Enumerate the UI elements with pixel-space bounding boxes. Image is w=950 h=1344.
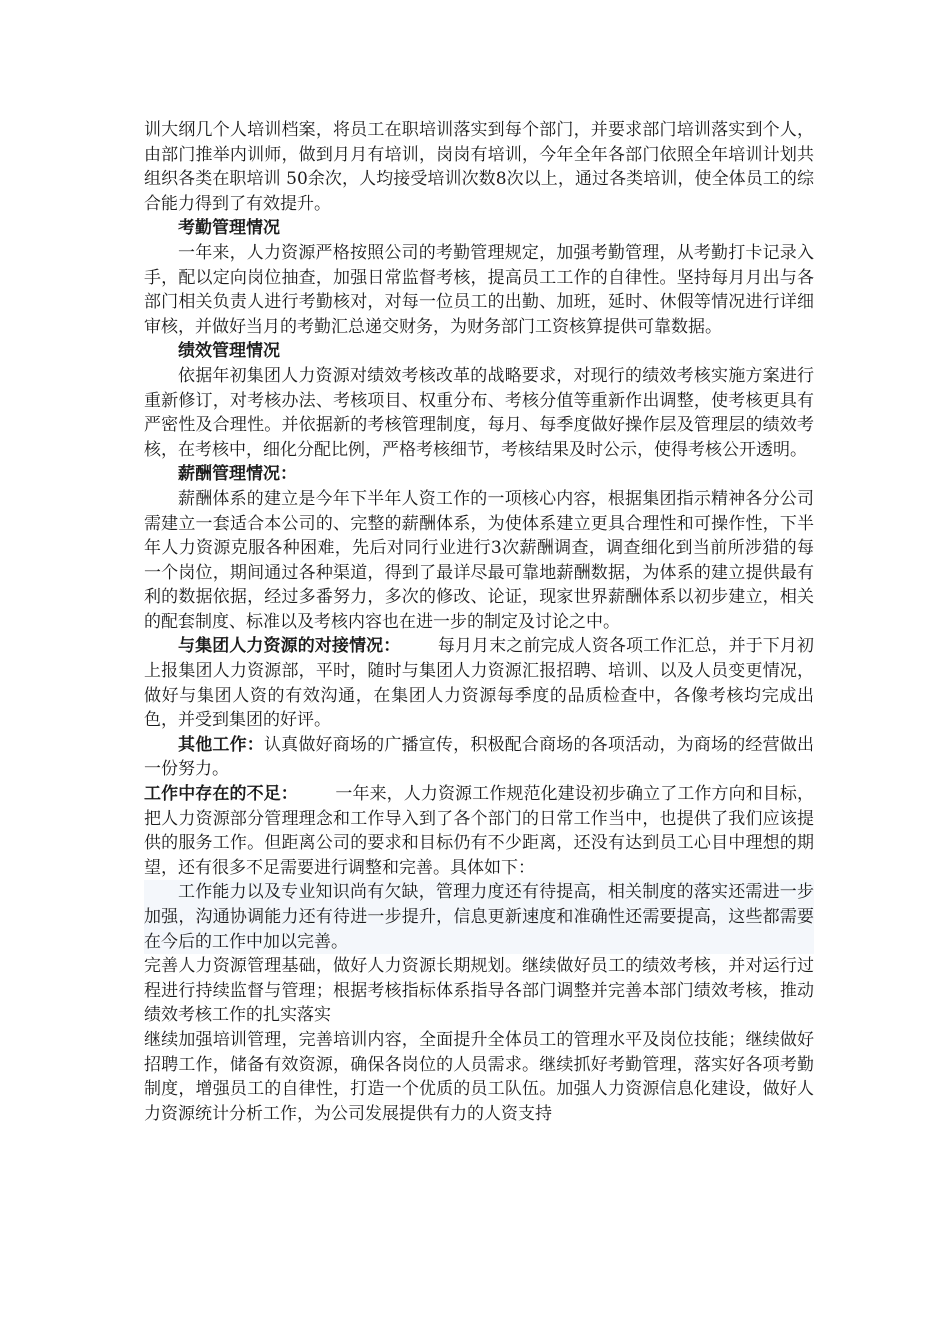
shortfall-text: 一年来，人力资源工作规范化建设初步确立了工作方向和目标，把人力资源部分管理理念和工作导入到了各个部门的日常工作当中，也提供了我们应该提供的服务工作。但距离公司的要求和目标仍有不少距离，还没有达到员工心目中理想的期望，还有很多不足需要进行调整和完善。具体如下：: [144, 784, 815, 878]
performance-heading: 绩效管理情况: [178, 341, 280, 362]
group-liaison-label: 与集团人力资源的对接情况：: [178, 636, 401, 657]
other-work-label: 其他工作：: [178, 734, 264, 755]
plan-paragraph-1: 完善人力资源管理基础，做好人力资源长期规划。继续做好员工的绩效考核，并对运行过程进行持续监督与管理；根据考核指标体系指导各部门调整并完善本部门绩效考核，推动绩效考核工作的扎实落实: [144, 956, 814, 1026]
shortfall-label: 工作中存在的不足：: [144, 784, 298, 805]
attendance-paragraph: 一年来，人力资源严格按照公司的考勤管理规定，加强考勤管理，从考勤打卡记录入手，配以定向岗位抽查，加强日常监督考核，提高员工工作的自律性。坚持每月月出与各部门相关负责人进行考勤核对，对每一位员工的出勤、加班，延时、休假等情况进行详细审核，并做好当月的考勤汇总递交财务，为财务部门工资核算提供可靠数据。: [144, 242, 814, 337]
salary-heading: 薪酬管理情况：: [178, 464, 297, 485]
salary-paragraph: 薪酬体系的建立是今年下半年人资工作的一项核心内容，根据集团指示精神各分公司需建立一套适合本公司的、完整的薪酬体系，为使体系建立更具合理性和可操作性，下半年人力资源克服各种困难，先后对同行业进行3次薪酬调查，调查细化到当前所涉猎的每一个岗位，期间通过各种渠道，得到了最详尽最可靠地薪酬数据，为体系的建立提供最有利的数据依据，经过多番努力，多次的修改、论证，现家世界薪酬体系以初步建立，相关的配套制度、标准以及考核内容也在进一步的制定及讨论之中。: [144, 488, 814, 632]
shortfall-paragraph: [144, 782, 814, 880]
other-work-paragraph: [144, 733, 814, 782]
training-paragraph: 训大纲几个人培训档案，将员工在职培训落实到每个部门，并要求部门培训落实到个人，由部门推举内训师，做到月月有培训，岗岗有培训，今年全年各部门依照全年培训计划共组织各类在职培训 50余次，人均接受培训次数8次以上，通过各类培训，使全体员工的综合能力得到了有效提升。: [144, 120, 814, 214]
group-liaison-text: 每月月末之前完成人资各项工作汇总，并于下月初上报集团人力资源部，平时，随时与集团人力资源汇报招聘、培训、以及人员变更情况，做好与集团人资的有效沟通，在集团人力资源每季度的品质检查中，各像考核均完成出色，并受到集团的好评。: [144, 636, 815, 731]
document-page: [144, 118, 814, 1126]
shortfall-detail-paragraph: 工作能力以及专业知识尚有欠缺，管理力度还有待提高，相关制度的落实还需进一步加强，沟通协调能力还有待进一步提升，信息更新速度和准确性还需要提高，这些都需要在今后的工作中加以完善。: [144, 880, 814, 954]
plan-paragraph-2: 继续加强培训管理，完善培训内容，全面提升全体员工的管理水平及岗位技能；继续做好招聘工作，储备有效资源，确保各岗位的人员需求。继续抓好考勤管理，落实好各项考勤制度，增强员工的自律性，打造一个优质的员工队伍。加强人力资源信息化建设，做好人力资源统计分析工作，为公司发展提供有力的人资支持: [144, 1029, 814, 1124]
group-liaison-paragraph: [144, 634, 814, 732]
other-work-text: 认真做好商场的广播宣传，积极配合商场的各项活动，为商场的经营做出一份努力。: [144, 734, 815, 780]
attendance-heading: 考勤管理情况: [178, 218, 280, 239]
performance-paragraph: 依据年初集团人力资源对绩效考核改革的战略要求，对现行的绩效考核实施方案进行重新修订，对考核办法、考核项目、权重分布、考核分值等重新作出调整，使考核更具有严密性及合理性。并依据新的考核管理制度，每月、每季度做好操作层及管理层的绩效考核，在考核中，细化分配比例，严格考核细节，考核结果及时公示，使得考核公开透明。: [144, 365, 814, 460]
